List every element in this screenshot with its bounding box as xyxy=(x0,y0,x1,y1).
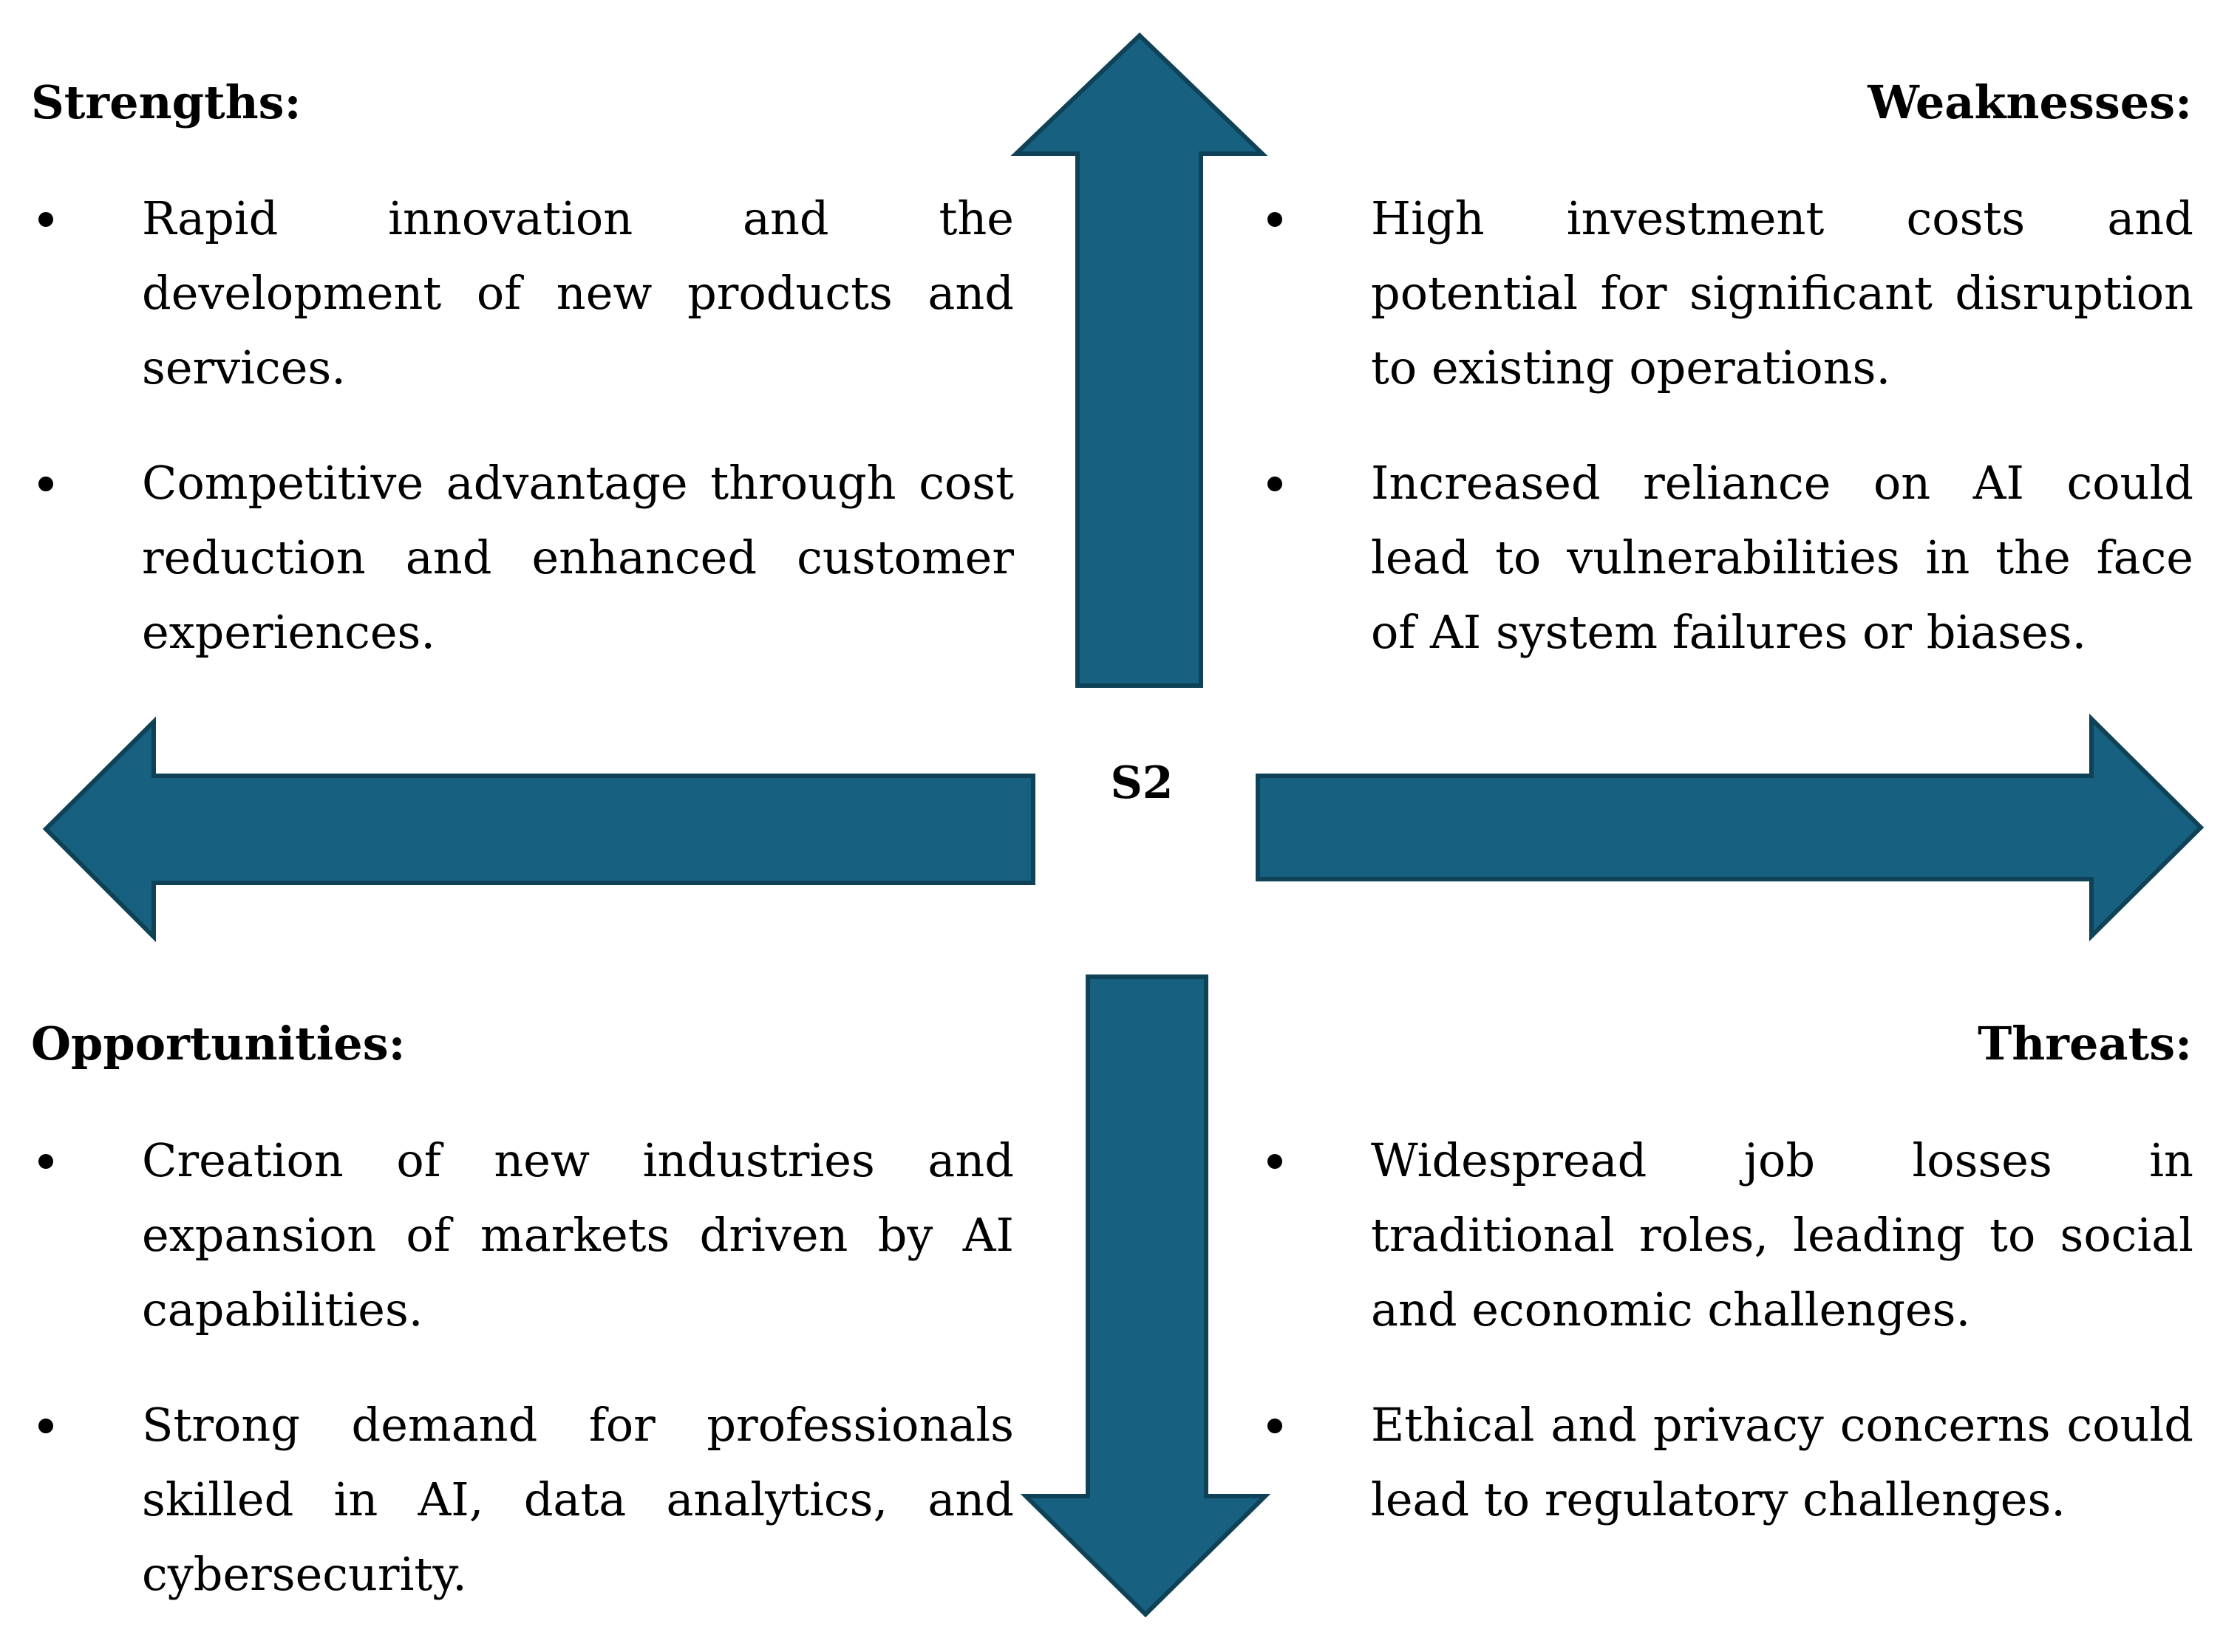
weaknesses-item: Increased reliance on AI could lead to vulnerabilities in the face of AI system failures or biases. xyxy=(1260,446,2193,669)
weaknesses-heading: Weaknesses: xyxy=(1868,75,2192,129)
strengths-heading: Strengths: xyxy=(31,75,302,129)
weaknesses-item: High investment costs and potential for significant disruption to existing operations. xyxy=(1260,181,2193,405)
threats-item: Widespread job losses in traditional roles, leading to social and economic challenges. xyxy=(1260,1123,2193,1347)
strengths-item: Competitive advantage through cost reduction and enhanced customer experiences. xyxy=(31,446,1014,669)
threats-item: Ethical and privacy concerns could lead to regulatory challenges. xyxy=(1260,1388,2193,1537)
strengths-item: Rapid innovation and the development of new products and services. xyxy=(31,181,1014,405)
arrow-right xyxy=(1258,719,2201,936)
opportunities-item: Creation of new industries and expansion of markets driven by AI capabilities. xyxy=(31,1123,1014,1347)
weaknesses-list xyxy=(1260,181,2193,710)
center-label: S2 xyxy=(1110,757,1174,809)
strengths-list xyxy=(31,181,1014,710)
threats-list xyxy=(1260,1123,2193,1577)
threats-heading: Threats: xyxy=(1978,1017,2192,1071)
opportunities-heading: Opportunities: xyxy=(31,1017,406,1071)
arrow-left xyxy=(46,722,1033,937)
arrow-down xyxy=(1026,977,1265,1614)
opportunities-item: Strong demand for professionals skilled in AI, data analytics, and cybersecurity. xyxy=(31,1388,1014,1611)
arrow-up xyxy=(1016,35,1262,686)
opportunities-list xyxy=(31,1123,1014,1652)
